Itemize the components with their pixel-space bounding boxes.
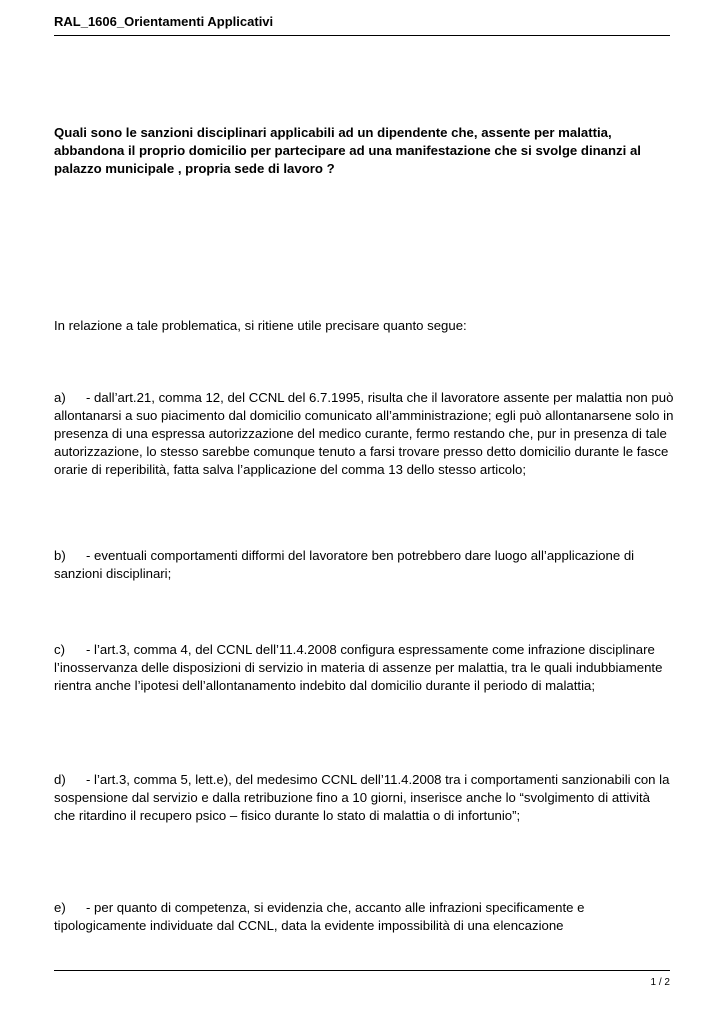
list-item-b [54, 547, 674, 583]
list-item-text: - dall’art.21, comma 12, del CCNL del 6.7.1995, risulta che il lavoratore assente per malattia non può allontanarsi a suo piacimento dal domicilio comunicato all’amministrazione; egli può allontanarsene solo in presenza di una espressa autorizzazione del medico curante, fermo restando che, pur in presenza di tale autorizzazione, lo stesso sarebbe comunque tenuto a farsi trovare presso detto domicilio durante le fasce orarie di reperibilità, fatta salva l’applicazione del comma 13 dello stesso articolo; [54, 390, 674, 477]
list-item-text: - l’art.3, comma 5, lett.e), del medesimo CCNL dell’11.4.2008 tra i comportamenti sanzionabili con la sospensione dal servizio e dalla retribuzione fino a 10 giorni, inserisce anche lo “svolgimento di attività che ritardino il recupero psico – fisico durante lo stato di malattia o di infortunio”; [54, 772, 670, 823]
footer-divider [54, 970, 670, 971]
list-item-text: - per quanto di competenza, si evidenzia che, accanto alle infrazioni specificamente e tipologicamente individuate dal CCNL, data la evidente impossibilità di una elencazione [54, 900, 585, 933]
list-item-e [54, 899, 674, 935]
list-marker: a) [54, 390, 66, 405]
list-marker: b) [54, 548, 66, 563]
page-number: 1 / 2 [650, 977, 670, 988]
list-marker: e) [54, 900, 66, 915]
list-item-d [54, 771, 674, 825]
question-heading: Quali sono le sanzioni disciplinari applicabili ad un dipendente che, assente per malattia, abbandona il proprio domicilio per partecipare ad una manifestazione che si svolge dinanzi al palazzo municipale , propria sede di lavoro ? [54, 125, 641, 176]
list-marker: c) [54, 642, 65, 657]
list-item-c [54, 641, 674, 695]
list-item-text: - eventuali comportamenti difformi del lavoratore ben potrebbero dare luogo all’applicazione di sanzioni disciplinari; [54, 548, 635, 581]
header-divider [54, 35, 670, 36]
list-marker: d) [54, 772, 66, 787]
list-item-text: - l’art.3, comma 4, del CCNL dell’11.4.2008 configura espressamente come infrazione disciplinare l’inosservanza delle disposizioni di servizio in materia di assenze per malattia, tra le quali indubbiamente rientra anche l’ipotesi dell’allontanamento indebito dal domicilio durante il periodo di malattia; [54, 642, 663, 693]
intro-paragraph: In relazione a tale problematica, si ritiene utile precisare quanto segue: [54, 318, 467, 333]
list-item-a [54, 389, 674, 479]
document-header-title: RAL_1606_Orientamenti Applicativi [54, 14, 274, 29]
